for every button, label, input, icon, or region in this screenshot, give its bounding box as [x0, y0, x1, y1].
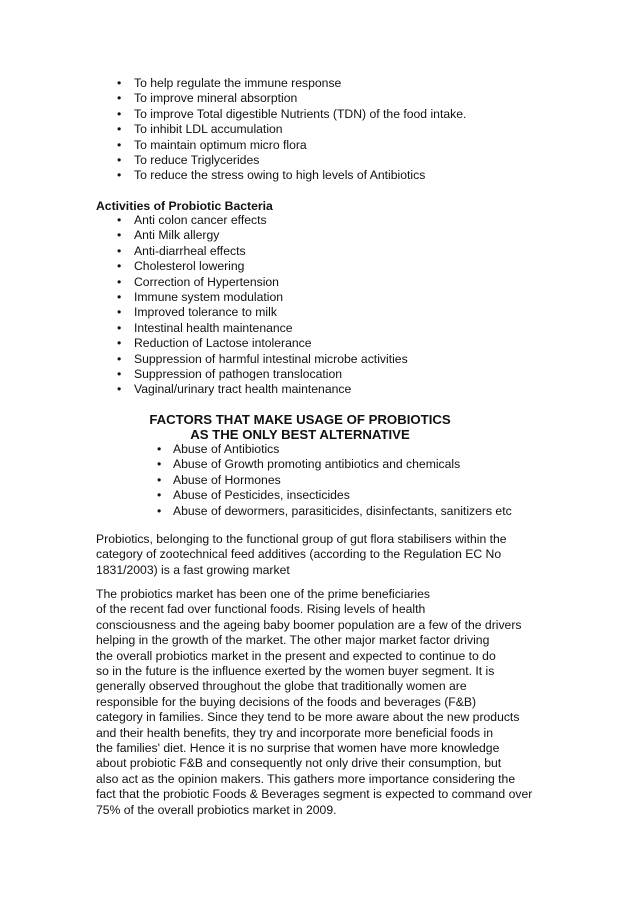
paragraph-line: consciousness and the ageing baby boomer population are a few of the drivers	[96, 617, 522, 632]
list-item: • Abuse of Hormones	[157, 472, 281, 487]
bullet-icon: •	[117, 243, 122, 258]
bullet-icon: •	[117, 274, 122, 289]
paragraph-line: category in families. Since they tend to be more aware about the new products	[96, 710, 520, 725]
paragraph-line: generally observed throughout the globe that traditionally women are	[96, 679, 467, 694]
list-item: • Anti-diarrheal effects	[117, 243, 246, 258]
bullet-icon: •	[117, 228, 122, 243]
list-item: • Cholesterol lowering	[117, 259, 245, 274]
factors-title	[140, 412, 460, 442]
paragraph-line: about probiotic F&B and consequently not only drive their consumption, but	[96, 756, 502, 771]
paragraph-line: The probiotics market has been one of the prime beneficiaries	[96, 587, 430, 601]
list-item: • Anti Milk allergy	[117, 228, 220, 243]
list-item: • Anti colon cancer effects	[117, 213, 267, 227]
list-item: • Abuse of Antibiotics	[157, 442, 280, 456]
paragraph-line: and their health benefits, they try and incorporate more beneficial foods in	[96, 725, 494, 740]
bullet-icon: •	[117, 137, 122, 152]
paragraph-line: also act as the opinion makers. This gathers more importance considering the	[96, 771, 516, 786]
paragraph-probiotics-definition	[96, 532, 507, 578]
list-item: • To improve Total digestible Nutrients (TDN) of the food intake.	[117, 106, 467, 121]
paragraph-line: so in the future is the influence exerted by the women buyer segment. It is	[96, 664, 495, 679]
bullet-icon: •	[157, 442, 162, 456]
paragraph-line: helping in the growth of the market. The other major market factor driving	[96, 633, 490, 648]
bullet-icon: •	[117, 336, 122, 351]
bullet-icon: •	[117, 76, 122, 90]
list-item: • Abuse of dewormers, parasiticides, disinfectants, sanitizers etc	[157, 503, 512, 518]
benefits-list	[0, 76, 466, 184]
paragraph-line: of the recent fad over functional foods. Rising levels of health	[96, 602, 426, 617]
bullet-icon: •	[157, 488, 162, 503]
list-item: • To improve mineral absorption	[117, 91, 298, 106]
paragraph-line: Probiotics, belonging to the functional group of gut flora stabilisers within the	[96, 532, 507, 546]
activities-list	[0, 213, 408, 398]
paragraph-line: fact that the probiotic Foods & Beverages segment is expected to command over	[96, 787, 533, 802]
bullet-icon: •	[117, 382, 122, 397]
bullet-icon: •	[117, 153, 122, 168]
paragraph-line: 1831/2003) is a fast growing market	[96, 562, 290, 577]
bullet-icon: •	[117, 290, 122, 305]
paragraph-market-overview	[96, 587, 532, 818]
bullet-icon: •	[157, 503, 162, 518]
paragraph-line: the overall probiotics market in the present and expected to continue to do	[96, 648, 496, 663]
bullet-icon: •	[117, 367, 122, 382]
list-item: • To reduce the stress owing to high levels of Antibiotics	[117, 168, 426, 183]
bullet-icon: •	[117, 305, 122, 320]
list-item: • Reduction of Lactose intolerance	[117, 336, 312, 351]
factors-list	[0, 442, 512, 519]
bullet-icon: •	[117, 213, 122, 227]
bullet-icon: •	[157, 472, 162, 487]
list-item: • Abuse of Growth promoting antibiotics and chemicals	[157, 457, 461, 472]
list-item: • Intestinal health maintenance	[117, 320, 293, 335]
list-item: • Suppression of harmful intestinal microbe activities	[117, 351, 408, 366]
bullet-icon: •	[117, 320, 122, 335]
bullet-icon: •	[117, 259, 122, 274]
list-item: • Improved tolerance to milk	[117, 305, 277, 320]
list-item: • To maintain optimum micro flora	[117, 137, 307, 152]
bullet-icon: •	[117, 106, 122, 121]
factors-title-line2: AS THE ONLY BEST ALTERNATIVE	[190, 427, 410, 442]
bullet-icon: •	[117, 122, 122, 137]
list-item: • Abuse of Pesticides, insecticides	[157, 488, 350, 503]
bullet-icon: •	[117, 91, 122, 106]
activities-heading: Activities of Probiotic Bacteria	[96, 199, 273, 213]
list-item: • Correction of Hypertension	[117, 274, 279, 289]
bullet-icon: •	[157, 457, 162, 472]
list-item: • Immune system modulation	[117, 290, 284, 305]
list-item: • To reduce Triglycerides	[117, 153, 260, 168]
paragraph-line: responsible for the buying decisions of the foods and beverages (F&B)	[96, 694, 477, 709]
list-item: • To inhibit LDL accumulation	[117, 122, 283, 137]
bullet-icon: •	[117, 351, 122, 366]
list-item: • Suppression of pathogen translocation	[117, 367, 343, 382]
paragraph-line: 75% of the overall probiotics market in 2009.	[96, 802, 337, 817]
factors-title-line1: FACTORS THAT MAKE USAGE OF PROBIOTICS	[149, 412, 451, 427]
paragraph-line: the families' diet. Hence it is no surprise that women have more knowledge	[96, 741, 500, 756]
bullet-icon: •	[117, 168, 122, 183]
list-item: • Vaginal/urinary tract health maintenance	[117, 382, 352, 397]
list-item: • To help regulate the immune response	[117, 76, 342, 90]
paragraph-line: category of zootechnical feed additives (according to the Regulation EC No	[96, 547, 502, 562]
